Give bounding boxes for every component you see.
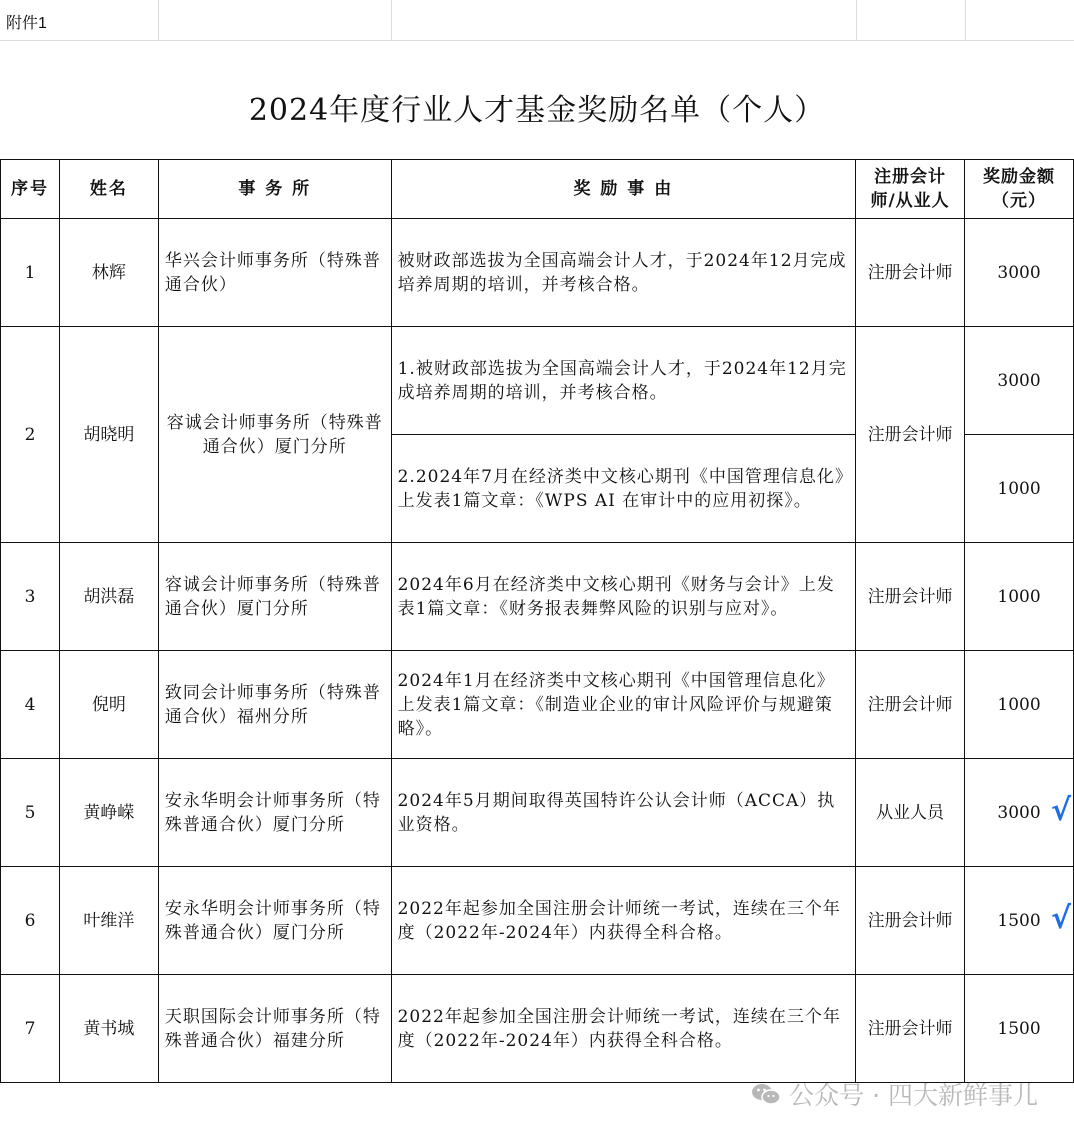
cell-reason: 2024年1月在经济类中文核心期刊《中国管理信息化》上发表1篇文章：《制造业企业的审计风险评价与规避策略》。 xyxy=(391,651,856,759)
amount-value: 3000 xyxy=(997,262,1041,283)
header-firm: 事 务 所 xyxy=(158,160,391,219)
table-row xyxy=(1,327,1074,435)
cell-amount xyxy=(965,651,1074,759)
cell-reason: 2024年5月期间取得英国特许公认会计师（ACCA）执业资格。 xyxy=(391,759,856,867)
cell-amount xyxy=(965,975,1074,1083)
cell-seq: 4 xyxy=(1,651,60,759)
amount-value: 1500 xyxy=(997,1018,1041,1039)
header-name: 姓名 xyxy=(59,160,158,219)
cell-firm: 安永华明会计师事务所（特殊普通合伙）厦门分所 xyxy=(158,867,391,975)
cell-seq: 5 xyxy=(1,759,60,867)
cell-amount xyxy=(965,219,1074,327)
cell-reason: 2024年6月在经济类中文核心期刊《财务与会计》上发表1篇文章：《财务报表舞弊风险的识别与应对》。 xyxy=(391,543,856,651)
wechat-icon xyxy=(751,1082,781,1106)
cell-name: 黄峥嵘 xyxy=(59,759,158,867)
table-row xyxy=(1,219,1074,327)
award-table xyxy=(0,159,1074,1083)
header-type: 注册会计师/从业人 xyxy=(856,160,965,219)
table-row xyxy=(1,975,1074,1083)
cell-reason: 2022年起参加全国注册会计师统一考试，连续在三个年度（2022年-2024年）内获得全科合格。 xyxy=(391,975,856,1083)
cell-type: 注册会计师 xyxy=(856,867,965,975)
cell-reason: 2.2024年7月在经济类中文核心期刊《中国管理信息化》上发表1篇文章：《WPS AI 在审计中的应用初探》。 xyxy=(391,435,856,543)
amount-value: 1000 xyxy=(997,694,1041,715)
watermark-text: 公众号 · 四大新鲜事儿 xyxy=(789,1081,1038,1110)
checkmark-icon: √ xyxy=(1050,900,1071,936)
cell-name: 倪明 xyxy=(59,651,158,759)
cell-reason: 2022年起参加全国注册会计师统一考试，连续在三个年度（2022年-2024年）内获得全科合格。 xyxy=(391,867,856,975)
cell-seq: 3 xyxy=(1,543,60,651)
cell-firm: 容诚会计师事务所（特殊普通合伙）厦门分所 xyxy=(158,327,391,543)
cell-name: 胡洪磊 xyxy=(59,543,158,651)
cell-name: 黄书城 xyxy=(59,975,158,1083)
table-row xyxy=(1,543,1074,651)
cell-firm: 致同会计师事务所（特殊普通合伙）福州分所 xyxy=(158,651,391,759)
cell-amount xyxy=(965,867,1074,975)
cell-type: 注册会计师 xyxy=(856,219,965,327)
amount-value: 3000 xyxy=(997,370,1041,391)
cell-amount xyxy=(965,435,1074,543)
header-reason: 奖 励 事 由 xyxy=(391,160,856,219)
table-row xyxy=(1,651,1074,759)
cell-name: 叶维洋 xyxy=(59,867,158,975)
cell-firm: 容诚会计师事务所（特殊普通合伙）厦门分所 xyxy=(158,543,391,651)
amount-value: 3000 xyxy=(997,802,1041,823)
amount-value: 1000 xyxy=(997,478,1041,499)
cell-type: 注册会计师 xyxy=(856,543,965,651)
table-row xyxy=(1,759,1074,867)
cell-reason: 被财政部选拔为全国高端会计人才，于2024年12月完成培养周期的培训，并考核合格。 xyxy=(391,219,856,327)
cell-firm: 华兴会计师事务所（特殊普通合伙） xyxy=(158,219,391,327)
cell-amount xyxy=(965,327,1074,435)
cell-amount xyxy=(965,759,1074,867)
cell-name: 林辉 xyxy=(59,219,158,327)
cell-seq: 2 xyxy=(1,327,60,543)
cell-amount xyxy=(965,543,1074,651)
cell-type: 注册会计师 xyxy=(856,327,965,543)
cell-seq: 6 xyxy=(1,867,60,975)
cell-firm: 安永华明会计师事务所（特殊普通合伙）厦门分所 xyxy=(158,759,391,867)
cell-name: 胡晓明 xyxy=(59,327,158,543)
amount-value: 1500 xyxy=(997,910,1041,931)
checkmark-icon: √ xyxy=(1050,792,1071,828)
table-header-row xyxy=(1,160,1074,219)
cell-seq: 7 xyxy=(1,975,60,1083)
cell-seq: 1 xyxy=(1,219,60,327)
cell-firm: 天职国际会计师事务所（特殊普通合伙）福建分所 xyxy=(158,975,391,1083)
cell-type: 注册会计师 xyxy=(856,651,965,759)
amount-value: 1000 xyxy=(997,586,1041,607)
attachment-label: 附件1 xyxy=(6,15,47,32)
cell-type: 从业人员 xyxy=(856,759,965,867)
document-title: 2024年度行业人才基金奖励名单（个人） xyxy=(248,93,826,128)
header-seq: 序号 xyxy=(1,160,60,219)
watermark xyxy=(751,1076,1038,1112)
header-amount: 奖励金额（元） xyxy=(965,160,1074,219)
cell-reason: 1.被财政部选拔为全国高端会计人才，于2024年12月完成培养周期的培训，并考核合格。 xyxy=(391,327,856,435)
cell-type: 注册会计师 xyxy=(856,975,965,1083)
table-row xyxy=(1,867,1074,975)
